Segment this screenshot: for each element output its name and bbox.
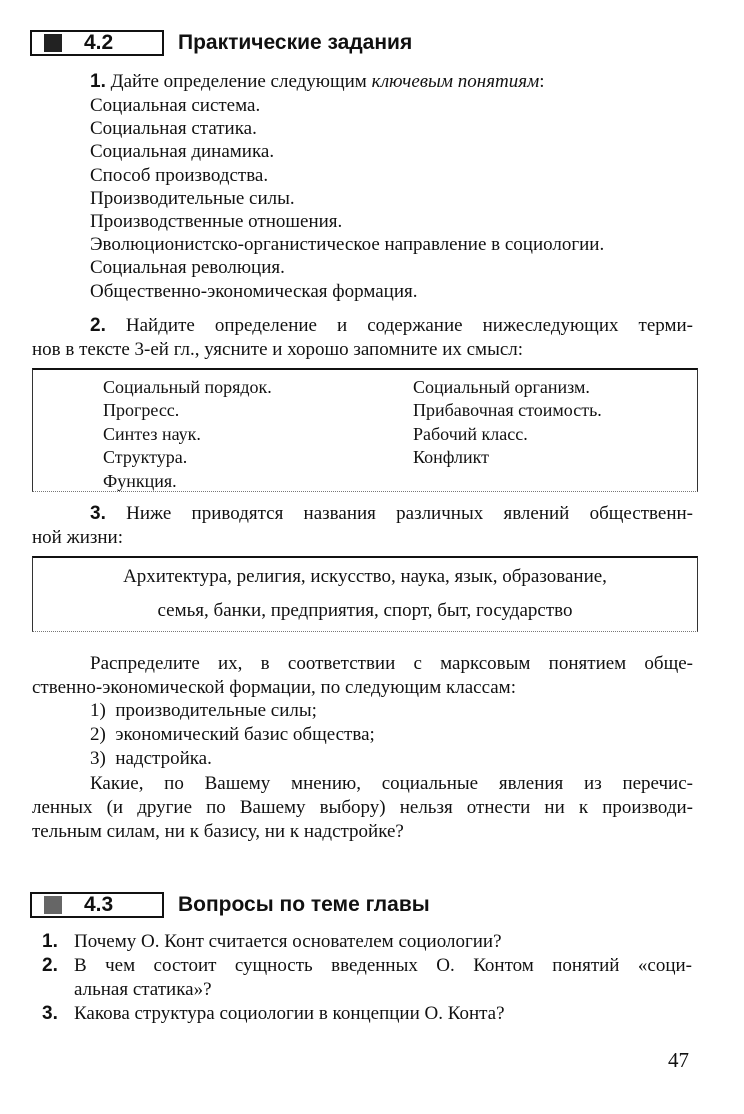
term-item: Прогресс. [103,400,180,421]
section-number: 4.2 [84,31,114,54]
task1-intro-end: : [539,71,545,92]
task2-number: 2. [90,315,106,336]
class-item [90,700,317,722]
task3-number: 3. [90,503,106,524]
page-number: 47 [668,1048,689,1072]
task2-terms-frame [32,368,698,492]
term-item: Социальная система. [90,95,261,116]
class-item [90,724,375,746]
term-item: Социальная революция. [90,257,285,279]
phenomena-line: Архитектура, религия, искусство, наука, язык, образование, [123,566,607,587]
task1-number: 1. [90,71,106,92]
term-item: Социальная динамика. [90,141,275,163]
task3-line1 [90,502,693,526]
class-number: 1) [90,700,106,721]
question-line2: ленных (и другие по Вашему выбору) нельзя отнести ни к производи- [32,797,693,818]
class-text: производительные силы; [115,700,317,721]
class-number: 2) [90,724,106,745]
term-item: Функция. [103,470,177,491]
class-number: 3) [90,748,106,769]
task1-intro-text: Дайте определение следующим [110,71,367,92]
section-number-box [30,30,164,56]
distribute-line1: Распределите их, в соответствии с марксовым понятием обще- [90,653,693,674]
term-item: Конфликт [413,447,489,468]
task3-line2: ной жизни: [32,527,124,548]
section-header-4-2 [30,28,412,58]
term-item: Синтез наук. [103,423,201,444]
question-text: альная статика»? [74,979,212,1000]
task1-terms-list [90,94,690,303]
term-item: Способ производства. [90,164,269,186]
question-text: Почему О. Конт считается основателем социологии? [74,931,502,952]
section-marker-icon [44,896,62,914]
question-line3: тельным силам, ни к базису, ни к надстройке? [32,821,404,842]
class-text: экономический базис общества; [115,724,375,745]
task1-intro [90,70,544,94]
phenomena-line: семья, банки, предприятия, спорт, быт, государство [157,600,573,621]
question-number: 2. [42,955,58,976]
term-item: Структура. [103,447,188,468]
question-text: В чем состоит сущность введенных О. Контом понятий «соци- [74,955,692,976]
term-item: Социальный организм. [413,377,590,397]
term-item: Производительные силы. [90,187,295,209]
term-item: Общественно-экономическая формация. [90,280,418,302]
task1-intro-italic: ключевым понятиям [371,71,540,92]
distribute-line2: ственно-экономической формации, по следующим классам: [32,677,516,698]
section-title: Практические задания [178,31,413,54]
task2-right-column [413,376,602,470]
term-item: Рабочий класс. [413,423,528,444]
term-item: Производственные отношения. [90,211,343,233]
question-number: 3. [42,1003,58,1024]
task3-phenomena-frame [32,556,698,632]
section-header-4-3 [30,890,430,920]
question-text: Какова структура социологии в концепции О. Конта? [74,1003,505,1024]
term-item: Социальная статика. [90,118,257,140]
question-line1: Какие, по Вашему мнению, социальные явления из перечис- [90,773,693,794]
section-number-box [30,892,164,918]
section-marker-icon [44,34,62,52]
term-item: Прибавочная стоимость. [413,400,602,421]
question-number: 1. [42,931,58,952]
class-item [90,748,212,770]
term-item: Социальный порядок. [103,377,272,397]
task2-line1 [90,314,693,338]
task2-line2: нов в тексте 3-ей гл., уясните и хорошо запомните их смысл: [32,339,524,360]
class-text: надстройка. [115,748,212,769]
term-item: Эволюционистско-органистическое направление в социологии. [90,234,605,256]
task2-left-column [103,376,272,493]
section-number: 4.3 [84,893,114,916]
task2-line1-text: Найдите определение и содержание нижеследующих терми- [125,315,693,336]
section-title: Вопросы по теме главы [178,893,430,916]
task3-line1-text: Ниже приводятся названия различных явлений общественн- [126,503,693,524]
